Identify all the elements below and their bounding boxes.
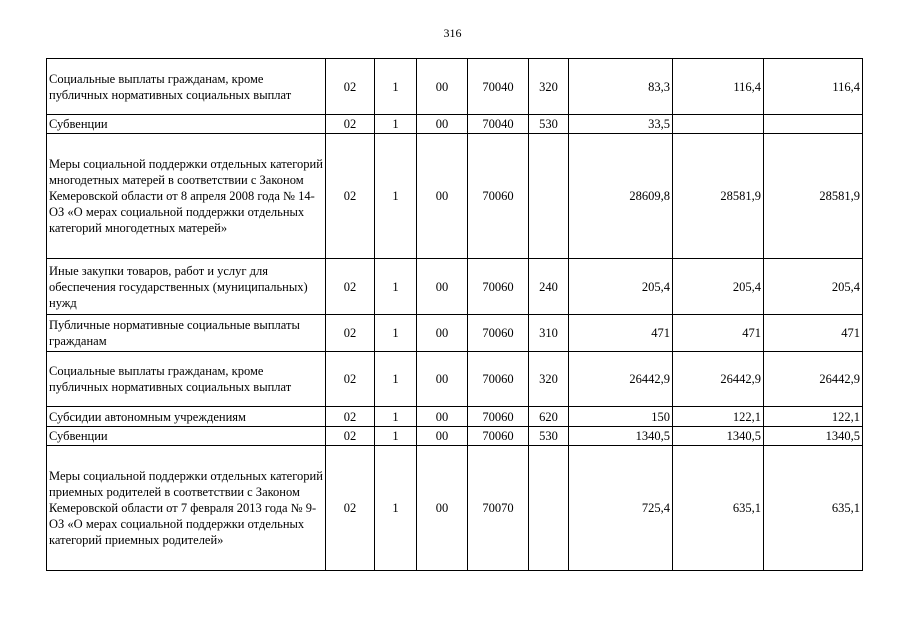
cell-value-3: 116,4 <box>764 59 863 115</box>
cell-value-1: 205,4 <box>569 259 673 315</box>
cell-value-2: 116,4 <box>673 59 764 115</box>
table-row <box>47 407 863 427</box>
cell-value-2: 122,1 <box>673 407 764 427</box>
cell-expense-type: 310 <box>529 315 569 352</box>
cell-expense-type: 530 <box>529 115 569 134</box>
cell-value-1: 26442,9 <box>569 352 673 407</box>
cell-value-1: 471 <box>569 315 673 352</box>
cell-value-3: 26442,9 <box>764 352 863 407</box>
cell-value-3: 635,1 <box>764 446 863 571</box>
cell-direction: 70040 <box>468 115 529 134</box>
cell-value-3: 471 <box>764 315 863 352</box>
cell-value-3: 28581,9 <box>764 134 863 259</box>
table-row <box>47 315 863 352</box>
row-name: Субсидии автономным учреждениям <box>47 407 326 427</box>
cell-main-event: 00 <box>417 315 468 352</box>
cell-expense-type: 530 <box>529 427 569 446</box>
cell-chapter: 02 <box>326 134 375 259</box>
row-name: Иные закупки товаров, работ и услуг для обеспечения государственных (муниципальных) нужд <box>47 259 326 315</box>
cell-subprogram: 1 <box>375 315 417 352</box>
page-number: 316 <box>443 26 462 40</box>
cell-direction: 70070 <box>468 446 529 571</box>
cell-direction: 70060 <box>468 407 529 427</box>
row-name: Субвенции <box>47 427 326 446</box>
cell-direction: 70060 <box>468 427 529 446</box>
cell-value-1: 725,4 <box>569 446 673 571</box>
cell-main-event: 00 <box>417 352 468 407</box>
cell-chapter: 02 <box>326 259 375 315</box>
row-name: Меры социальной поддержки отдельных категорий многодетных матерей в соответствии с Законом Кемеровской области от 8 апреля 2008 года № 14-ОЗ «О мерах социальной поддержки отдельных категорий многодетных матерей» <box>47 134 326 259</box>
cell-expense-type <box>529 134 569 259</box>
cell-value-2: 1340,5 <box>673 427 764 446</box>
cell-main-event: 00 <box>417 115 468 134</box>
table-row <box>47 427 863 446</box>
row-name: Субвенции <box>47 115 326 134</box>
table-row <box>47 352 863 407</box>
cell-value-2: 205,4 <box>673 259 764 315</box>
cell-expense-type <box>529 446 569 571</box>
cell-chapter: 02 <box>326 427 375 446</box>
table-row <box>47 259 863 315</box>
cell-subprogram: 1 <box>375 446 417 571</box>
cell-expense-type: 320 <box>529 352 569 407</box>
row-name: Социальные выплаты гражданам, кроме публичных нормативных социальных выплат <box>47 59 326 115</box>
cell-direction: 70060 <box>468 134 529 259</box>
cell-value-2: 635,1 <box>673 446 764 571</box>
cell-chapter: 02 <box>326 446 375 571</box>
cell-value-2 <box>673 115 764 134</box>
cell-chapter: 02 <box>326 115 375 134</box>
cell-main-event: 00 <box>417 134 468 259</box>
cell-value-1: 83,3 <box>569 59 673 115</box>
row-name: Социальные выплаты гражданам, кроме публичных нормативных социальных выплат <box>47 352 326 407</box>
cell-subprogram: 1 <box>375 407 417 427</box>
cell-value-2: 28581,9 <box>673 134 764 259</box>
cell-value-1: 150 <box>569 407 673 427</box>
cell-chapter: 02 <box>326 315 375 352</box>
table-row <box>47 59 863 115</box>
cell-chapter: 02 <box>326 407 375 427</box>
cell-subprogram: 1 <box>375 134 417 259</box>
cell-value-2: 471 <box>673 315 764 352</box>
budget-table <box>46 58 863 571</box>
row-name: Публичные нормативные социальные выплаты гражданам <box>47 315 326 352</box>
cell-main-event: 00 <box>417 446 468 571</box>
cell-subprogram: 1 <box>375 259 417 315</box>
cell-direction: 70060 <box>468 315 529 352</box>
cell-value-1: 1340,5 <box>569 427 673 446</box>
table-row <box>47 134 863 259</box>
cell-value-3: 205,4 <box>764 259 863 315</box>
cell-chapter: 02 <box>326 352 375 407</box>
table-row <box>47 446 863 571</box>
cell-chapter: 02 <box>326 59 375 115</box>
cell-subprogram: 1 <box>375 59 417 115</box>
cell-value-3: 1340,5 <box>764 427 863 446</box>
cell-value-1: 33,5 <box>569 115 673 134</box>
cell-main-event: 00 <box>417 59 468 115</box>
cell-value-3: 122,1 <box>764 407 863 427</box>
cell-direction: 70040 <box>468 59 529 115</box>
table-row <box>47 115 863 134</box>
cell-value-3 <box>764 115 863 134</box>
cell-value-2: 26442,9 <box>673 352 764 407</box>
cell-expense-type: 320 <box>529 59 569 115</box>
cell-expense-type: 240 <box>529 259 569 315</box>
cell-subprogram: 1 <box>375 352 417 407</box>
cell-subprogram: 1 <box>375 427 417 446</box>
cell-main-event: 00 <box>417 407 468 427</box>
cell-expense-type: 620 <box>529 407 569 427</box>
row-name: Меры социальной поддержки отдельных категорий приемных родителей в соответствии с Законом Кемеровской области от 7 февраля 2013 года № 9-ОЗ «О мерах социальной поддержки отдельных категорий приемных родителей» <box>47 446 326 571</box>
cell-direction: 70060 <box>468 352 529 407</box>
cell-direction: 70060 <box>468 259 529 315</box>
cell-main-event: 00 <box>417 259 468 315</box>
cell-main-event: 00 <box>417 427 468 446</box>
cell-subprogram: 1 <box>375 115 417 134</box>
cell-value-1: 28609,8 <box>569 134 673 259</box>
